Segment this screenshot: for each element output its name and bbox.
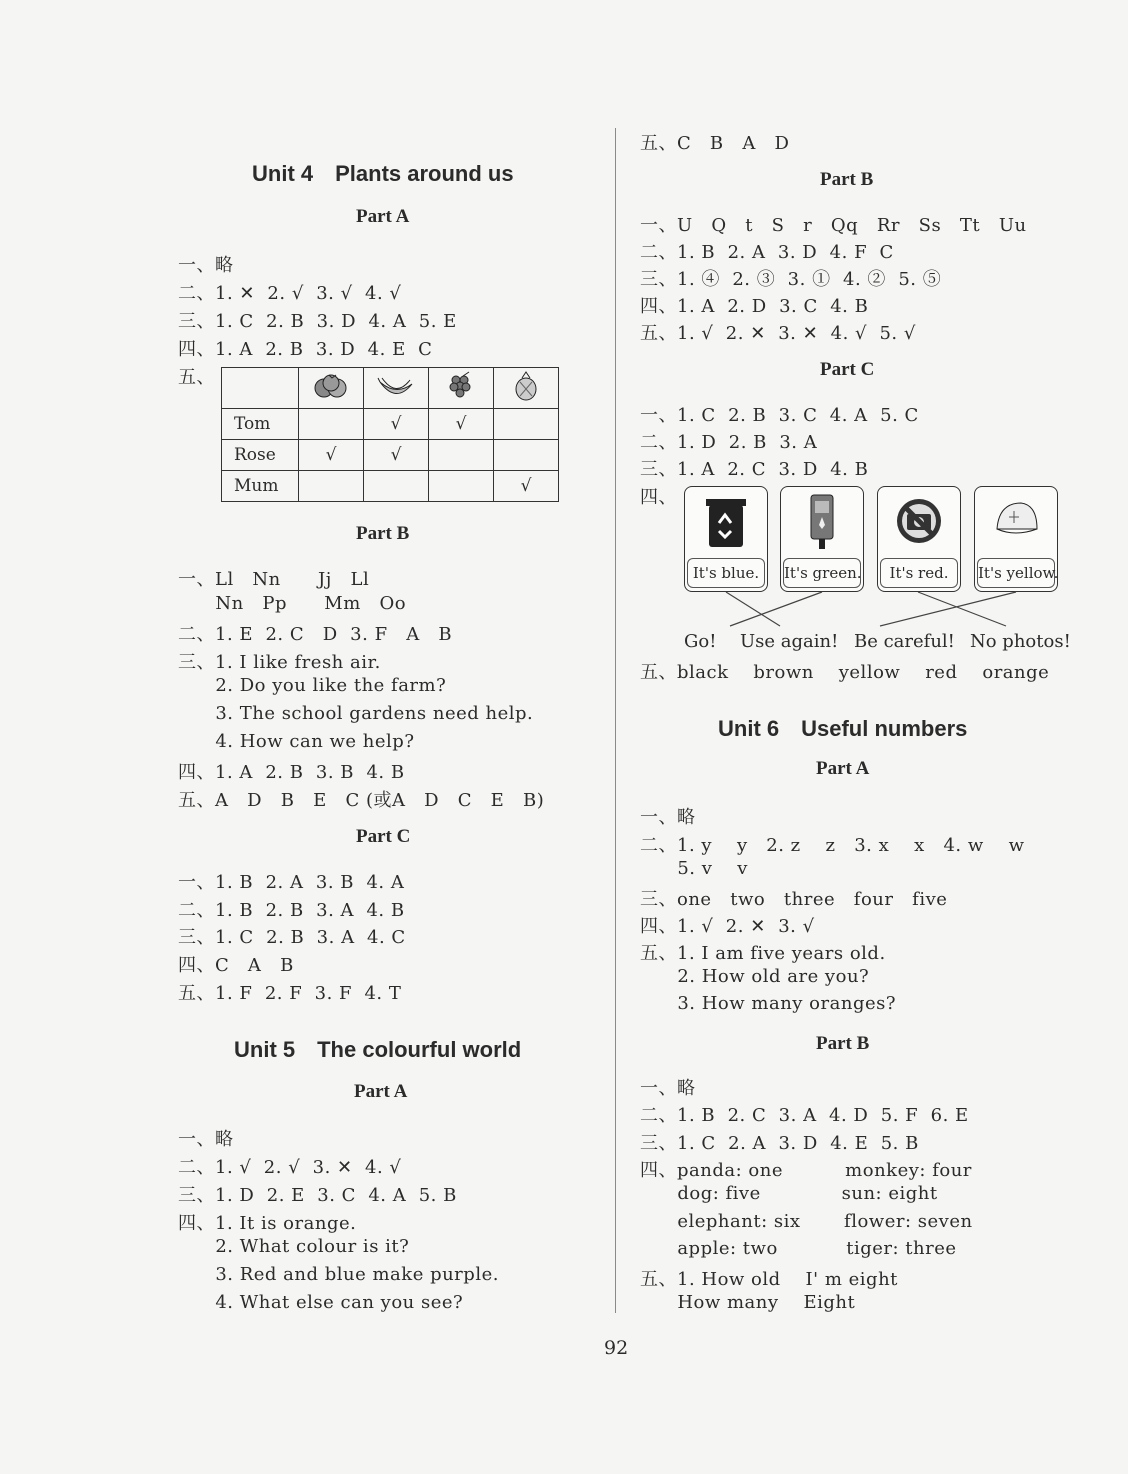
- sign-card: [974, 486, 1058, 592]
- answer-line: 5. v v: [640, 858, 748, 879]
- answer-line: 四、1. √ 2. ✕ 3. √: [640, 916, 815, 937]
- answer-line: 一、1. C 2. B 3. C 4. A 5. C: [640, 405, 919, 426]
- answer-line: 3. How many oranges?: [640, 993, 896, 1014]
- answer-line: apple: two tiger: three: [640, 1238, 957, 1259]
- answer-line: 五、: [178, 367, 215, 388]
- answer-line: 二、1. B 2. A 3. D 4. F C: [640, 242, 894, 263]
- answer-line: 四、1. A 2. B 3. B 4. B: [178, 762, 405, 783]
- table-row: [222, 440, 559, 471]
- answer-line: 2. How old are you?: [640, 966, 870, 987]
- answer-line: 一、略: [640, 807, 696, 828]
- table-cell: √: [494, 471, 559, 502]
- table-cell: [494, 409, 559, 440]
- answer-line: 一、略: [178, 255, 234, 276]
- answer-line: How many Eight: [640, 1292, 856, 1313]
- table-row: [222, 409, 559, 440]
- answer-line: 三、1. C 2. B 3. A 4. C: [178, 927, 406, 948]
- table-cell: √: [364, 440, 429, 471]
- sign-label: It's green.: [783, 558, 861, 588]
- table-cell: [429, 440, 494, 471]
- banana-icon: [364, 368, 429, 409]
- table-cell: [299, 471, 364, 502]
- matching-lines: [640, 590, 1080, 630]
- table-cell: [494, 440, 559, 471]
- table-cell: [429, 471, 494, 502]
- unit5-partA-title: Part A: [354, 1081, 408, 1102]
- answer-line: elephant: six flower: seven: [640, 1211, 973, 1232]
- sign-label: It's blue.: [687, 558, 765, 588]
- answer-line: 四、C A B: [178, 955, 294, 976]
- answer-line: 五、1. I am five years old.: [640, 943, 886, 964]
- row-name: Rose: [222, 440, 299, 471]
- sign-label: It's yellow.: [977, 558, 1055, 588]
- answer-line: 一、U Q t S r Qq Rr Ss Tt Uu: [640, 215, 1027, 236]
- table-corner-cell: [222, 368, 299, 409]
- page-number: 92: [604, 1337, 629, 1359]
- unit5-partC-title: Part C: [820, 359, 875, 380]
- answer-line: 三、1. D 2. E 3. C 4. A 5. B: [178, 1185, 457, 1206]
- answer-line: Nn Pp Mm Oo: [178, 593, 407, 614]
- sign-label: It's red.: [880, 558, 958, 588]
- answer-line: 二、1. √ 2. √ 3. ✕ 4. √: [178, 1157, 402, 1178]
- answer-line: 四、1. It is orange.: [178, 1213, 357, 1234]
- table-cell: √: [429, 409, 494, 440]
- sign-meaning: Go!: [684, 631, 717, 652]
- traffic-light-icon: [797, 493, 847, 551]
- no-photos-icon: [894, 493, 944, 551]
- answer-line: 五、1. √ 2. ✕ 3. ✕ 4. √ 5. √: [640, 323, 916, 344]
- unit5-title: Unit 5 The colourful world: [234, 1037, 522, 1062]
- answer-line: 2. What colour is it?: [178, 1236, 410, 1257]
- sign-meaning: No photos!: [970, 631, 1071, 652]
- fruit-preference-table: [221, 367, 559, 502]
- sign-meaning: Use again!: [740, 631, 839, 652]
- answer-line: 3. The school gardens need help.: [178, 703, 534, 724]
- unit4-title: Unit 4 Plants around us: [252, 161, 514, 186]
- answer-line: 四、panda: one monkey: four: [640, 1160, 972, 1181]
- table-row: [222, 471, 559, 502]
- answer-line: 4. What else can you see?: [178, 1292, 464, 1313]
- table-row: [222, 368, 559, 409]
- answer-line: 五、C B A D: [640, 133, 790, 154]
- answer-line: 4. How can we help?: [178, 731, 415, 752]
- column-divider: [615, 128, 616, 1313]
- table-cell: [364, 471, 429, 502]
- answer-line: 三、1. C 2. A 3. D 4. E 5. B: [640, 1133, 919, 1154]
- unit5-partB-title: Part B: [820, 169, 874, 190]
- answer-line: 二、1. E 2. C D 3. F A B: [178, 624, 453, 645]
- sign-card: [780, 486, 864, 592]
- tomato-icon: [299, 368, 364, 409]
- answer-line: 一、略: [640, 1078, 696, 1099]
- answer-line: 四、: [640, 487, 677, 508]
- table-cell: [299, 409, 364, 440]
- unit4-partB-title: Part B: [356, 523, 410, 544]
- answer-line: dog: five sun: eight: [640, 1183, 938, 1204]
- grapes-icon: [429, 368, 494, 409]
- answer-line: 三、one two three four five: [640, 889, 948, 910]
- unit4-partC-title: Part C: [356, 826, 411, 847]
- unit6-partB-title: Part B: [816, 1033, 870, 1054]
- answer-line: 一、略: [178, 1129, 234, 1150]
- row-name: Mum: [222, 471, 299, 502]
- cap-icon: [991, 493, 1041, 551]
- answer-line: 一、1. B 2. A 3. B 4. A: [178, 872, 405, 893]
- answer-line: 三、1. I like fresh air.: [178, 652, 381, 673]
- sign-card: [684, 486, 768, 592]
- answer-line: 三、1. C 2. B 3. D 4. A 5. E: [178, 311, 457, 332]
- recycle-bin-icon: [701, 493, 751, 551]
- unit6-partA-title: Part A: [816, 758, 870, 779]
- answer-line: 五、A D B E C (或A D C E B): [178, 790, 545, 811]
- answer-line: 三、1. A 2. C 3. D 4. B: [640, 459, 869, 480]
- answer-line: 二、1. ✕ 2. √ 3. √ 4. √: [178, 283, 402, 304]
- row-name: Tom: [222, 409, 299, 440]
- unit6-title: Unit 6 Useful numbers: [718, 716, 968, 741]
- answer-line: 三、1. ④ 2. ③ 3. ① 4. ② 5. ⑤: [640, 269, 942, 290]
- pineapple-icon: [494, 368, 559, 409]
- sign-meaning: Be careful!: [854, 631, 955, 652]
- answer-line: 二、1. D 2. B 3. A: [640, 432, 818, 453]
- answer-line: 四、1. A 2. D 3. C 4. B: [640, 296, 869, 317]
- answer-line: 五、1. How old I' m eight: [640, 1269, 898, 1290]
- answer-line: 五、black brown yellow red orange: [640, 662, 1050, 683]
- table-cell: √: [364, 409, 429, 440]
- answer-line: 2. Do you like the farm?: [178, 675, 447, 696]
- unit4-partA-title: Part A: [356, 206, 410, 227]
- answer-line: 二、1. B 2. C 3. A 4. D 5. F 6. E: [640, 1105, 969, 1126]
- sign-card: [877, 486, 961, 592]
- answer-line: 四、1. A 2. B 3. D 4. E C: [178, 339, 433, 360]
- answer-line: 3. Red and blue make purple.: [178, 1264, 499, 1285]
- answer-line: 二、1. B 2. B 3. A 4. B: [178, 900, 405, 921]
- table-cell: √: [299, 440, 364, 471]
- answer-line: 五、1. F 2. F 3. F 4. T: [178, 983, 402, 1004]
- answer-line: 一、Ll Nn Jj Ll: [178, 569, 370, 590]
- answer-line: 二、1. y y 2. z z 3. x x 4. w w: [640, 835, 1025, 856]
